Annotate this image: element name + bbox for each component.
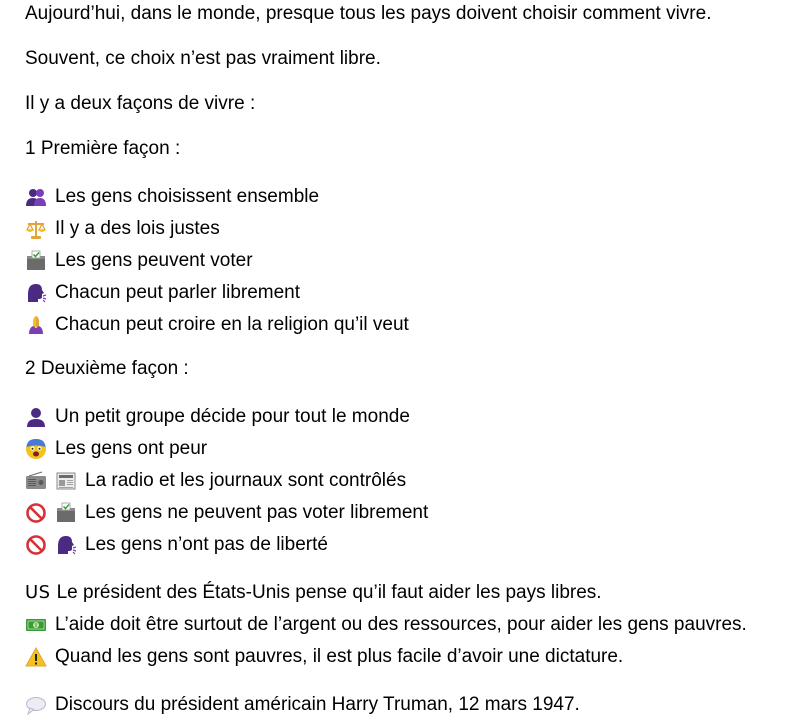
first-way-item-3-text: Les gens peuvent voter [55,250,253,271]
second-way-item-1 [25,405,410,429]
conclusion-line-1 [25,581,602,605]
first-way-item-2 [25,217,220,241]
first-way-item-1-text: Les gens choisissent ensemble [55,186,320,207]
person-silhouette-icon [25,406,47,428]
first-way-heading-text: 1 Première façon : [25,138,181,159]
first-way-item-5-text: Chacun peut croire en la religion qu’il veut [55,314,409,335]
speaking-head-icon [55,534,77,556]
ballot-box-icon [55,502,77,524]
us-flag-label: US [25,582,51,603]
second-way-item-4 [25,501,428,525]
second-way-item-2 [25,437,207,461]
intro-text-1: Aujourd’hui, dans le monde, presque tous les pays doivent choisir comment vivre. [25,3,712,24]
scales-icon [25,218,47,240]
first-way-item-4-text: Chacun peut parler librement [55,282,301,303]
conclusion-text-2: L’aide doit être surtout de l’argent ou des ressources, pour aider les gens pauvres. [55,614,747,635]
second-way-item-5-text: Les gens n’ont pas de liberté [85,534,328,555]
intro-line-1 [25,2,711,26]
people-icon [25,186,47,208]
ballot-box-icon [25,250,47,272]
prohibited-icon [25,534,47,556]
second-way-item-5 [25,533,328,557]
second-way-item-4-text: Les gens ne peuvent pas voter librement [85,502,429,523]
money-icon [25,614,47,636]
conclusion-text-1: Le président des États-Unis pense qu’il faut aider les pays libres. [56,582,602,603]
intro-line-2 [25,47,381,71]
radio-icon [25,470,47,492]
second-way-heading-text: 2 Deuxième façon : [25,358,189,379]
warning-icon [25,646,47,668]
speaking-head-icon [25,282,47,304]
conclusion-line-3 [25,645,623,669]
first-way-item-4 [25,281,300,305]
second-way-item-3-text: La radio et les journaux sont contrôlés [85,470,407,491]
first-way-item-3 [25,249,253,273]
prohibited-icon [25,502,47,524]
second-way-heading [25,357,189,381]
second-way-item-2-text: Les gens ont peur [55,438,208,459]
first-way-item-2-text: Il y a des lois justes [55,218,220,239]
intro-line-3 [25,92,255,116]
source-line [25,693,580,717]
second-way-item-3 [25,469,406,493]
intro-text-3: Il y a deux façons de vivre : [25,93,256,114]
first-way-item-1 [25,185,319,209]
second-way-item-1-text: Un petit groupe décide pour tout le monde [55,406,410,427]
intro-text-2: Souvent, ce choix n’est pas vraiment libre. [25,48,381,69]
first-way-item-5 [25,313,409,337]
conclusion-text-3: Quand les gens sont pauvres, il est plus facile d’avoir une dictature. [55,646,624,667]
conclusion-line-2 [25,613,747,637]
fearful-face-icon [25,438,47,460]
newspaper-icon [55,470,77,492]
source-text: Discours du président américain Harry Truman, 12 mars 1947. [55,694,580,715]
first-way-heading [25,137,180,161]
praying-hands-icon [25,314,47,336]
speech-bubble-icon [25,694,47,716]
